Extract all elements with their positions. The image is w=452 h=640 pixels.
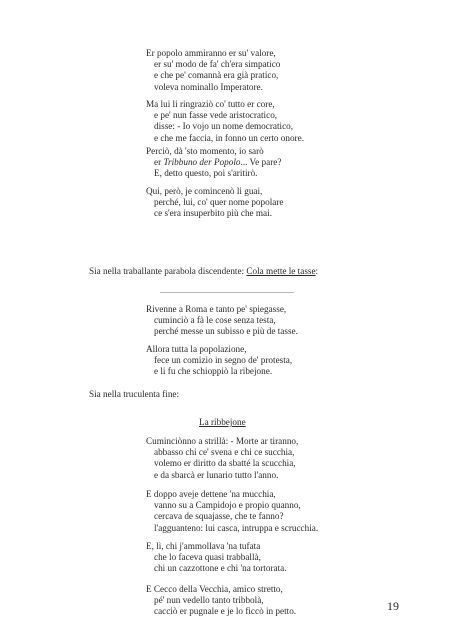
verse-line: abbasso chi ce' svena e chi ce succhia, (154, 447, 295, 458)
italic-title-text: Tribbuno der Popolo (163, 157, 241, 168)
verse-text: er (154, 157, 164, 168)
stanza-3 (146, 146, 281, 180)
underlined-title: Cola mette le tasse (246, 266, 316, 276)
verse-line: che lo faceva quasi trabballà, (154, 552, 261, 563)
verse-line: Qui, però, je comincenò li guai, (146, 186, 263, 196)
prose-text: : (315, 266, 319, 276)
verse-line: voleva nominallo Imperatore. (154, 81, 263, 92)
verse-line (146, 157, 281, 168)
stanza-2 (146, 99, 304, 144)
page-number: 19 (387, 599, 399, 613)
verse-line: er su' modo de fa' ch'era simpatico (154, 59, 281, 70)
verse-line: Allora tutta la popolazione, (146, 344, 247, 354)
verse-line: Perciò, dà 'sto momento, io sarò (146, 146, 264, 156)
verse-line: chi un cazzottone e chi 'na tortorata. (154, 563, 287, 574)
verse-line: e da sbarcà er lunario tutto l'anno. (154, 469, 279, 480)
verse-line: Ma lui li ringraziò co' tutto er core, (146, 99, 275, 109)
prose-paragraph (89, 266, 318, 277)
verse-line: E, lì, chi j'ammollava 'na tufata (146, 541, 261, 551)
verse-line: e li fu che schioppiò la ribejone. (154, 366, 273, 377)
verse-line: pé' nun vedello tanto tribbolà, (154, 595, 264, 606)
verse-line: l'agguanteno: lui casca, intruppa e scrucchia. (154, 522, 319, 533)
verse-line: cacciò er pugnale e je lo ficcò in petto. (154, 606, 297, 617)
verse-line: E doppo aveje dettene 'na mucchia, (146, 489, 276, 499)
stanza-7 (146, 436, 298, 481)
verse-line: vanno su a Campidojo e propio quanno, (154, 500, 301, 511)
stanza-1 (146, 48, 280, 93)
verse-line: e che pe' comannà era già pratico, (154, 70, 279, 81)
ellipsis-divider: ................................................................... (160, 286, 294, 295)
verse-line: e pe' nun fasse vede aristocratico, (154, 110, 278, 121)
stanza-5 (146, 304, 298, 338)
verse-line: Rivenne a Roma e tanto pe' spiegasse, (146, 304, 287, 314)
prose-paragraph: Sia nella truculenta fine: (89, 389, 180, 399)
stanza-6 (146, 344, 292, 378)
verse-line: Er popolo ammiranno er su' valore, (146, 48, 276, 58)
verse-line: volemo er diritto da sbatté la scucchia, (154, 458, 296, 469)
verse-line: Cuminciònno a strillà: - Morte ar tiranno, (146, 436, 299, 446)
verse-line: perché, lui, co' quer nome popolare (154, 197, 284, 208)
verse-line: cuminciò a fà le cose senza testa, (154, 315, 276, 326)
verse-line: E, detto questo, poi s'aritirò. (154, 168, 258, 179)
verse-line: E Cecco della Vecchia, amico stretto, (146, 584, 283, 594)
verse-line: fece un comizio in segno de' protesta, (154, 355, 293, 366)
verse-line: cercava de squajasse, che te fanno? (154, 511, 284, 522)
stanza-10 (146, 584, 296, 618)
verse-line: ce s'era insuperbito più che mai. (154, 208, 272, 219)
stanza-9 (146, 541, 287, 575)
verse-line: perché messe un subisso e più de tasse. (154, 326, 298, 337)
prose-text: Sia nella traballante parabola discendente: (89, 266, 247, 276)
verse-line: disse: - Io vojo un nome democratico, (154, 121, 294, 132)
stanza-4 (146, 186, 283, 220)
stanza-8 (146, 489, 318, 534)
verse-line: e che me faccia, in fonno un certo onore. (154, 132, 304, 143)
verse-text: ... Ve pare? (240, 157, 282, 168)
poem-title: La ribbejone (199, 417, 246, 427)
